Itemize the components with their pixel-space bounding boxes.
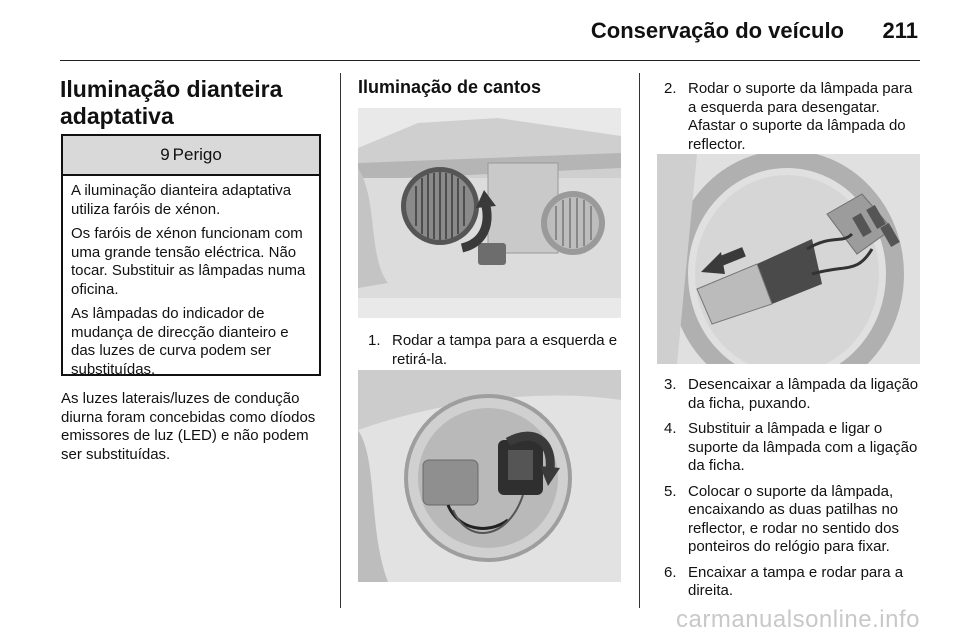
- danger-paragraph: As lâmpadas do indicador de mudança de direcção dianteiro e das luzes de curva podem ser substituídas.: [71, 305, 289, 378]
- list-item: [664, 80, 922, 154]
- step-number: 4.: [664, 420, 677, 437]
- watermark-text: carmanualsonline.info: [676, 606, 920, 633]
- section-title: [60, 76, 330, 130]
- headlamp-rear-photo: [358, 108, 621, 318]
- step-text: Rodar a tampa para a esquerda e retirá-la.: [392, 332, 618, 368]
- step-text: Colocar o suporte da lâmpada, encaixando as duas patilhas no reflector, e rodar no sentido dos ponteiros do relógio para fixar.: [688, 482, 899, 555]
- danger-body: [63, 176, 319, 379]
- step-text: Desencaixar a lâmpada da ligação da ficha, puxando.: [688, 376, 919, 412]
- column-divider-left: [340, 73, 341, 608]
- list-item: [664, 420, 922, 476]
- list-item: [664, 483, 922, 557]
- steps-list-col3-bottom: [664, 376, 922, 601]
- section-title-line1: Iluminação dianteira: [60, 76, 283, 102]
- danger-paragraph: A iluminação dianteira adaptativa utiliza faróis de xénon.: [71, 182, 292, 218]
- step-number: 1.: [368, 332, 381, 349]
- body-paragraph: As luzes laterais/luzes de condução diurna foram concebidas como díodos emissores de luz (LED) e não podem ser substituídas.: [61, 390, 316, 463]
- danger-label: Perigo: [172, 145, 222, 164]
- step-number: 3.: [664, 376, 677, 393]
- column-divider-right: [639, 73, 640, 608]
- step-text: Encaixar a tampa e rodar para a direita.: [688, 563, 904, 599]
- page-number: 211: [882, 18, 918, 43]
- bulb-holder-photo: [358, 370, 621, 582]
- danger-warning-box: [61, 134, 321, 376]
- step-number: 6.: [664, 563, 677, 581]
- step-number: 5.: [664, 482, 677, 500]
- subsection-title: Iluminação de cantos: [358, 77, 542, 97]
- bulb-removal-photo: [657, 154, 920, 364]
- warning-icon: 9: [160, 145, 170, 164]
- danger-paragraph: Os faróis de xénon funcionam com uma grande tensão eléctrica. Não tocar. Substituir as lâmpadas numa oficina.: [71, 225, 306, 298]
- steps-list-col3-top: [664, 80, 922, 154]
- steps-list-col2: [368, 332, 626, 369]
- section-title-line2: adaptativa: [60, 103, 174, 129]
- running-header-title: Conservação do veículo: [590, 18, 844, 43]
- step-text: Rodar o suporte da lâmpada para a esquerda para desengatar. Afastar o suporte da lâmpada do reflector.: [688, 80, 913, 153]
- header-rule: [60, 60, 920, 61]
- list-item: [664, 376, 922, 413]
- step-number: 2.: [664, 80, 677, 97]
- list-item: [368, 332, 626, 369]
- list-item: [664, 564, 922, 601]
- step-text: Substituir a lâmpada e ligar o suporte da lâmpada com a ligação da ficha.: [688, 420, 918, 474]
- danger-header: [63, 136, 319, 176]
